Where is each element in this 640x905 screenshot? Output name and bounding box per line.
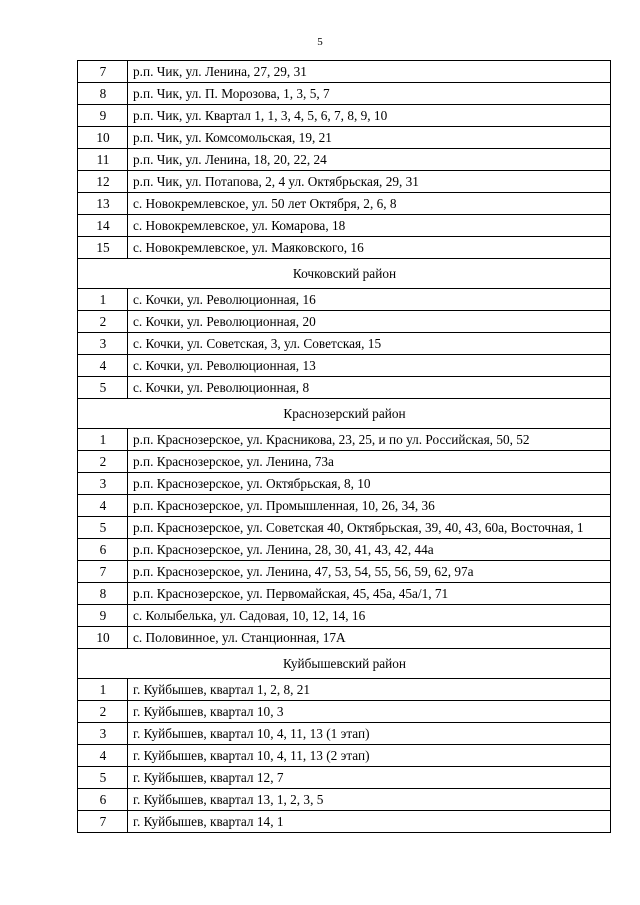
table-row: [78, 473, 611, 495]
address-text: р.п. Чик, ул. Квартал 1, 1, 3, 4, 5, 6, 7, 8, 9, 10: [128, 105, 611, 127]
address-text: с. Половинное, ул. Станционная, 17А: [128, 627, 611, 649]
table-row: [78, 605, 611, 627]
address-text: с. Колыбелька, ул. Садовая, 10, 12, 14, 16: [128, 605, 611, 627]
table-row: [78, 561, 611, 583]
address-text: р.п. Краснозерское, ул. Ленина, 47, 53, 54, 55, 56, 59, 62, 97а: [128, 561, 611, 583]
table-row: [78, 215, 611, 237]
table-row: [78, 517, 611, 539]
table-row: [78, 193, 611, 215]
address-text: р.п. Чик, ул. Потапова, 2, 4 ул. Октябрьская, 29, 31: [128, 171, 611, 193]
address-text: р.п. Чик, ул. Комсомольская, 19, 21: [128, 127, 611, 149]
table-row: [78, 289, 611, 311]
address-text: г. Куйбышев, квартал 12, 7: [128, 767, 611, 789]
address-text: р.п. Краснозерское, ул. Ленина, 73а: [128, 451, 611, 473]
row-number: 3: [78, 723, 128, 745]
address-text: г. Куйбышев, квартал 13, 1, 2, 3, 5: [128, 789, 611, 811]
table-row: [78, 451, 611, 473]
address-text: г. Куйбышев, квартал 10, 3: [128, 701, 611, 723]
address-text: г. Куйбышев, квартал 10, 4, 11, 13 (2 этап): [128, 745, 611, 767]
table-row: [78, 701, 611, 723]
address-table-body: [78, 61, 611, 833]
row-number: 5: [78, 767, 128, 789]
table-row: [78, 745, 611, 767]
row-number: 5: [78, 517, 128, 539]
row-number: 4: [78, 355, 128, 377]
row-number: 14: [78, 215, 128, 237]
row-number: 4: [78, 745, 128, 767]
row-number: 6: [78, 789, 128, 811]
address-text: с. Новокремлевское, ул. 50 лет Октября, 2, 6, 8: [128, 193, 611, 215]
district-heading-row: [78, 399, 611, 429]
table-row: [78, 171, 611, 193]
row-number: 7: [78, 561, 128, 583]
row-number: 1: [78, 679, 128, 701]
page-number: 5: [317, 36, 323, 48]
district-heading-row: [78, 259, 611, 289]
row-number: 15: [78, 237, 128, 259]
district-heading: Куйбышевский район: [78, 649, 611, 679]
table-row: [78, 429, 611, 451]
row-number: 7: [78, 811, 128, 833]
address-text: р.п. Краснозерское, ул. Промышленная, 10, 26, 34, 36: [128, 495, 611, 517]
row-number: 2: [78, 451, 128, 473]
table-row: [78, 237, 611, 259]
address-text: с. Кочки, ул. Революционная, 8: [128, 377, 611, 399]
table-row: [78, 377, 611, 399]
row-number: 4: [78, 495, 128, 517]
row-number: 3: [78, 473, 128, 495]
table-row: [78, 627, 611, 649]
address-text: г. Куйбышев, квартал 10, 4, 11, 13 (1 этап): [128, 723, 611, 745]
row-number: 8: [78, 583, 128, 605]
table-row: [78, 311, 611, 333]
row-number: 10: [78, 627, 128, 649]
address-text: р.п. Чик, ул. Ленина, 27, 29, 31: [128, 61, 611, 83]
row-number: 2: [78, 701, 128, 723]
address-text: р.п. Краснозерское, ул. Советская 40, Октябрьская, 39, 40, 43, 60а, Восточная, 1: [128, 517, 611, 539]
address-table: [77, 60, 611, 833]
address-text: р.п. Краснозерское, ул. Первомайская, 45, 45а, 45а/1, 71: [128, 583, 611, 605]
address-text: с. Новокремлевское, ул. Комарова, 18: [128, 215, 611, 237]
table-row: [78, 679, 611, 701]
table-row: [78, 583, 611, 605]
address-text: р.п. Чик, ул. Ленина, 18, 20, 22, 24: [128, 149, 611, 171]
table-row: [78, 495, 611, 517]
row-number: 6: [78, 539, 128, 561]
district-heading-row: [78, 649, 611, 679]
address-text: г. Куйбышев, квартал 14, 1: [128, 811, 611, 833]
table-row: [78, 789, 611, 811]
district-heading: Краснозерский район: [78, 399, 611, 429]
row-number: 8: [78, 83, 128, 105]
row-number: 10: [78, 127, 128, 149]
address-text: с. Кочки, ул. Революционная, 13: [128, 355, 611, 377]
address-text: с. Новокремлевское, ул. Маяковского, 16: [128, 237, 611, 259]
table-row: [78, 83, 611, 105]
table-row: [78, 149, 611, 171]
address-text: с. Кочки, ул. Советская, 3, ул. Советская, 15: [128, 333, 611, 355]
row-number: 13: [78, 193, 128, 215]
table-row: [78, 127, 611, 149]
address-text: р.п. Краснозерское, ул. Октябрьская, 8, 10: [128, 473, 611, 495]
row-number: 9: [78, 105, 128, 127]
row-number: 1: [78, 289, 128, 311]
district-heading: Кочковский район: [78, 259, 611, 289]
table-row: [78, 61, 611, 83]
address-text: с. Кочки, ул. Революционная, 20: [128, 311, 611, 333]
address-text: р.п. Краснозерское, ул. Красникова, 23, 25, и по ул. Российская, 50, 52: [128, 429, 611, 451]
address-text: р.п. Чик, ул. П. Морозова, 1, 3, 5, 7: [128, 83, 611, 105]
table-row: [78, 811, 611, 833]
table-row: [78, 105, 611, 127]
row-number: 2: [78, 311, 128, 333]
address-text: с. Кочки, ул. Революционная, 16: [128, 289, 611, 311]
table-row: [78, 539, 611, 561]
address-text: г. Куйбышев, квартал 1, 2, 8, 21: [128, 679, 611, 701]
row-number: 1: [78, 429, 128, 451]
row-number: 5: [78, 377, 128, 399]
row-number: 11: [78, 149, 128, 171]
table-row: [78, 723, 611, 745]
table-row: [78, 333, 611, 355]
address-text: р.п. Краснозерское, ул. Ленина, 28, 30, 41, 43, 42, 44а: [128, 539, 611, 561]
row-number: 7: [78, 61, 128, 83]
table-row: [78, 767, 611, 789]
row-number: 3: [78, 333, 128, 355]
row-number: 9: [78, 605, 128, 627]
row-number: 12: [78, 171, 128, 193]
table-row: [78, 355, 611, 377]
